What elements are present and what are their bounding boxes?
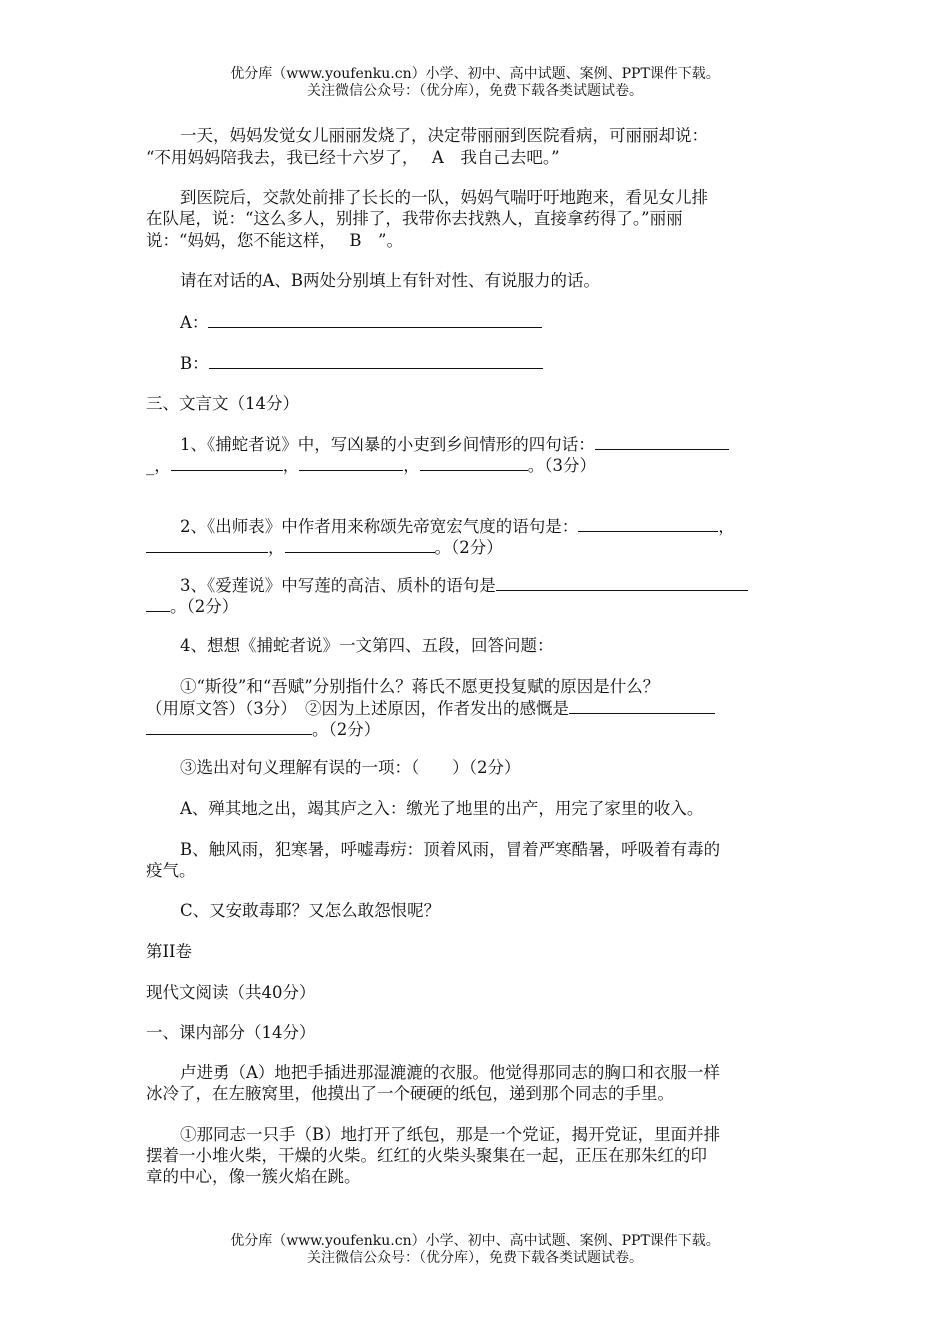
question-2: 2、《出师表》中作者用来称颂先帝宽宏气度的语句是： ，	[180, 517, 735, 536]
q3-blank-1[interactable]	[496, 575, 748, 591]
answer-a-blank[interactable]	[208, 312, 542, 328]
option-a: A、殚其地之出，竭其庐之入：缴光了地里的出产，用完了家里的收入。	[180, 799, 704, 818]
dialogue-paragraph-1: 一天，妈妈发觉女儿丽丽发烧了，决定带丽丽到医院看病，可丽丽却说：	[180, 126, 708, 145]
page-header	[0, 66, 950, 100]
q2-blank-1[interactable]	[578, 516, 718, 532]
reading-paragraph-2: ①那同志一只手（B）地打开了纸包，那是一个党证，揭开党证，里面并排	[180, 1125, 721, 1144]
q1-blank-3[interactable]	[299, 455, 403, 471]
q1-blank-1[interactable]	[595, 434, 729, 450]
reading-paragraph-1: 卢进勇（A）地把手插进那湿漉漉的衣服。他觉得那同志的胸口和衣服一样	[180, 1063, 720, 1082]
footer-line-2: 关注微信公众号：（优分库），免费下载各类试题试卷。	[307, 1250, 643, 1266]
question-4-3: ③选出对句义理解有误的一项：（ ）（2分）	[180, 758, 521, 777]
question-1: 1、《捕蛇者说》中，写凶暴的小吏到乡间情形的四句话：	[146, 434, 840, 455]
option-c: C、又安敢毒耶？又怎么敢怨恨呢？	[180, 901, 441, 920]
header-line-1: 优分库（www.youfenku.cn）小学、初中、高中试题、案例、PPT课件下载。	[230, 66, 720, 82]
part-2-section-1: 一、课内部分（14分）	[146, 1023, 316, 1042]
answer-b-line: B：	[146, 353, 840, 374]
q2-blank-2[interactable]	[146, 537, 268, 553]
dialogue-instruction: 请在对话的A、B两处分别填上有针对性、有说服力的话。	[180, 271, 601, 290]
question-3: 3、《爱莲说》中写莲的高洁、质朴的语句是	[146, 575, 840, 596]
q3-blank-2[interactable]	[146, 596, 170, 612]
header-line-2: 关注微信公众号：（优分库），免费下载各类试题试卷。	[307, 83, 643, 99]
question-4-1: ①“斯役”和“吾赋”分别指什么？蒋氏不愿更投复赋的原因是什么？	[180, 677, 660, 696]
q1-blank-2[interactable]	[171, 455, 283, 471]
option-b: B、触风雨，犯寒暑，呼嘘毒疠：顶着风雨，冒着严寒酷暑，呼吸着有毒的	[180, 840, 721, 859]
footer-line-1: 优分库（www.youfenku.cn）小学、初中、高中试题、案例、PPT课件下载。	[230, 1233, 720, 1249]
answer-b-blank[interactable]	[209, 353, 543, 369]
page-footer	[0, 1233, 950, 1267]
dialogue-paragraph-2: 到医院后，交款处前排了长长的一队，妈妈气喘吁吁地跑来，看见女儿排	[180, 188, 708, 207]
section-3-title: 三、文言文（14分）	[146, 394, 299, 413]
q2-blank-3[interactable]	[285, 537, 435, 553]
part-2-subtitle: 现代文阅读（共40分）	[146, 983, 316, 1002]
q4-blank-1[interactable]	[569, 698, 715, 714]
answer-a-line: A：	[146, 312, 840, 333]
q4-blank-2[interactable]	[146, 719, 312, 735]
part-2-title: 第II卷	[146, 942, 193, 961]
q1-blank-4[interactable]	[420, 455, 528, 471]
question-4: 4、想想《捕蛇者说》一文第四、五段，回答问题：	[180, 636, 554, 655]
